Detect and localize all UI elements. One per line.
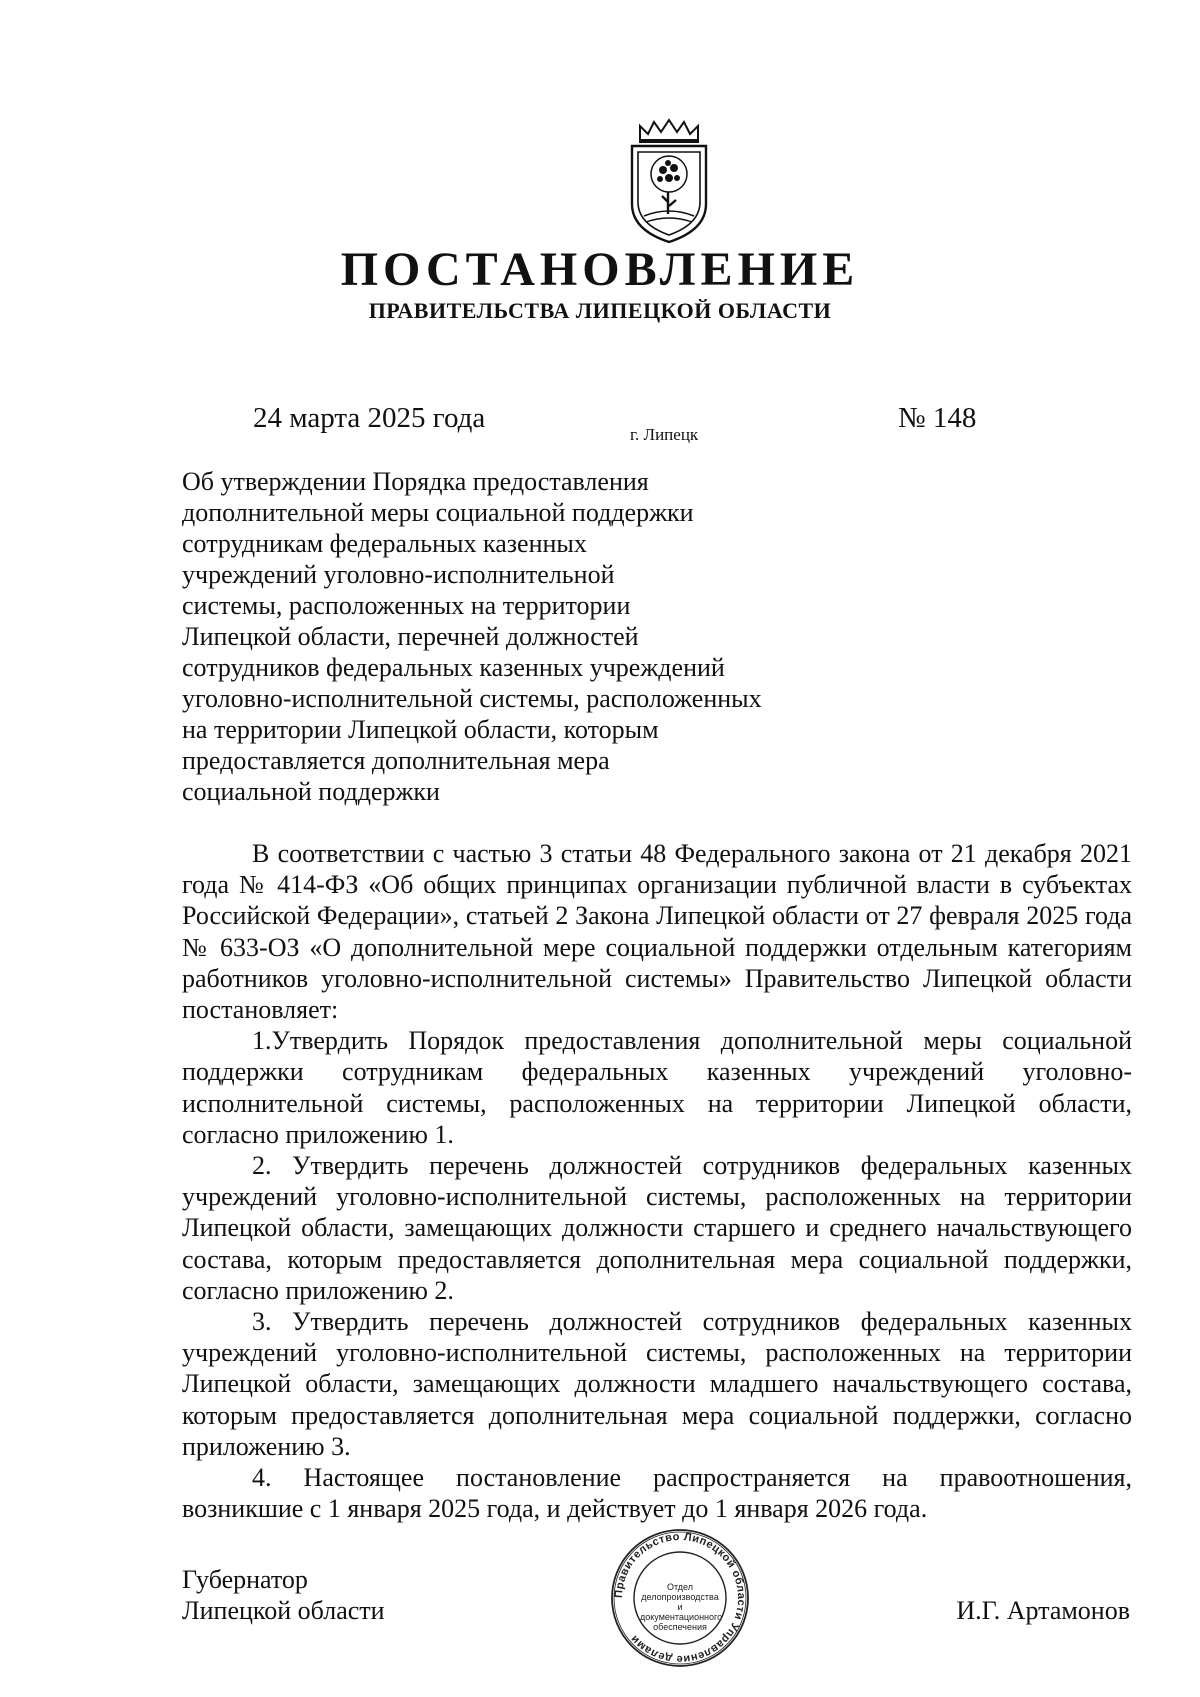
subject-line: Об утверждении Порядка предоставления bbox=[182, 467, 649, 496]
subject-line: дополнительной меры социальной поддержки bbox=[182, 498, 694, 527]
item-3-paragraph: 3. Утвердить перечень должностей сотрудников федеральных казенных учреждений уголовно-исполнительной системы, расположенных на территории Липецкой области, замещающих должности младшего начальствующего состава, которым предоставляется дополнительная мера социальной поддержки, согласно приложению 3. bbox=[182, 1307, 1132, 1461]
subject-line: предоставляется дополнительная мера bbox=[182, 746, 610, 775]
signatory-position-line: Липецкой области bbox=[182, 1596, 385, 1625]
subject-line: сотрудникам федеральных казенных bbox=[182, 529, 587, 558]
document-subtitle: ПРАВИТЕЛЬСТВА ЛИПЕЦКОЙ ОБЛАСТИ bbox=[368, 298, 832, 323]
signatory-position bbox=[182, 1564, 385, 1626]
stamp-inner-text bbox=[640, 1582, 723, 1632]
document-title: ПОСТАНОВЛЕНИЕ bbox=[340, 243, 860, 296]
item-2-paragraph: 2. Утвердить перечень должностей сотрудников федеральных казенных учреждений уголовно-исполнительной системы, расположенных на территории Липецкой области, замещающих должности старшего и среднего начальствующего состава, которым предоставляется дополнительная мера социальной поддержки, согласно приложению 2. bbox=[182, 1151, 1132, 1305]
subject-line: системы, расположенных на территории bbox=[182, 591, 631, 620]
signatory-position-line: Губернатор bbox=[182, 1565, 308, 1594]
stamp-outer-text: Правительство Липецкой области Управление делами bbox=[612, 1530, 748, 1666]
stamp-inner-line: Отдел bbox=[666, 1582, 694, 1592]
stamp-inner-line: обеспечения bbox=[653, 1622, 707, 1632]
subject-line: сотрудников федеральных казенных учреждений bbox=[182, 653, 725, 682]
preamble-paragraph: В соответствии с частью 3 статьи 48 Федерального закона от 21 декабря 2021 года № 414-ФЗ «Об общих принципах организации публичной власти в субъектах Российской Федерации», статьей 2 Закона Липецкой области от 27 февраля 2025 года № 633-ОЗ «О дополнительной мере социальной поддержки отдельным категориям работников уголовно-исполнительной системы» Правительство Липецкой области постановляет: bbox=[182, 839, 1132, 1025]
document-number: № 148 bbox=[898, 402, 977, 434]
stamp-inner-line: делопроизводства и bbox=[641, 1592, 719, 1612]
subject-line: на территории Липецкой области, которым bbox=[182, 715, 659, 744]
signatory-name: И.Г. Артамонов bbox=[956, 1596, 1130, 1625]
subject-line: учреждений уголовно-исполнительной bbox=[182, 560, 615, 589]
document-date: 24 марта 2025 года bbox=[253, 402, 486, 434]
item-4-paragraph: 4. Настоящее постановление распространяется на правоотношения, возникшие с 1 января 2025 года, и действует до 1 января 2026 года. bbox=[182, 1463, 1132, 1524]
document-body bbox=[182, 838, 1132, 1524]
subject-line: социальной поддержки bbox=[182, 777, 440, 806]
document-subject bbox=[182, 466, 822, 807]
subject-line: уголовно-исполнительной системы, расположенных bbox=[182, 684, 762, 713]
subject-line: Липецкой области, перечней должностей bbox=[182, 622, 639, 651]
coat-of-arms-icon bbox=[624, 118, 714, 246]
item-1-paragraph: 1.Утвердить Порядок предоставления дополнительной меры социальной поддержки сотрудникам федеральных казенных учреждений уголовно-исполнительной системы, расположенных на территории Липецкой области, согласно приложению 1. bbox=[182, 1026, 1132, 1149]
stamp-inner-line: документационного bbox=[640, 1612, 723, 1622]
document-city: г. Липецк bbox=[630, 425, 699, 444]
